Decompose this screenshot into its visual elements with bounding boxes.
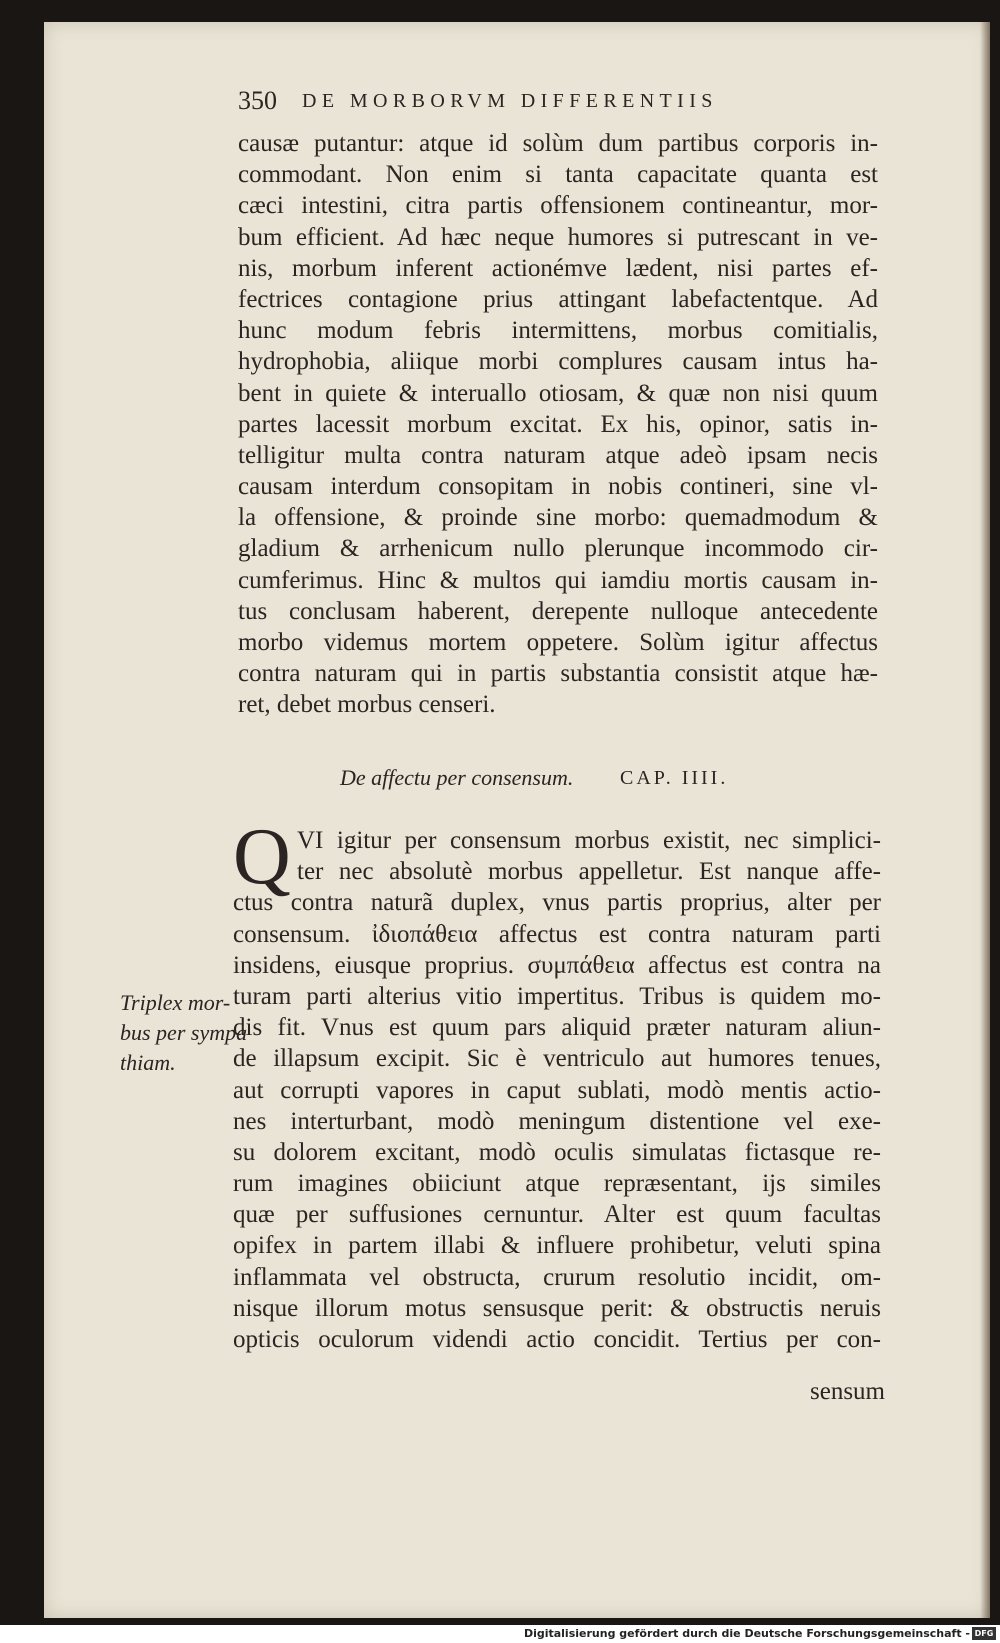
text-line: nisque illorum motus sensusque perit: & obstructis neruis bbox=[233, 1294, 881, 1322]
text-line: la offensione, & proinde sine morbo: quemadmodum & bbox=[238, 504, 878, 532]
catchword: sensum bbox=[810, 1378, 885, 1405]
text-line: nes interturbant, modò meningum distentione vel exe- bbox=[233, 1107, 881, 1135]
text-line: bum efficient. Ad hæc neque humores si putrescant in ve- bbox=[238, 223, 878, 251]
text-line: hydrophobia, aliique morbi complures causam intus ha- bbox=[238, 348, 878, 376]
text-line: VI igitur per consensum morbus existit, nec simplici- bbox=[297, 827, 881, 854]
text-line: nis, morbum inferent actionémve lædent, nisi partes ef- bbox=[238, 254, 878, 282]
running-title: DE MORBORVM DIFFERENTIIS bbox=[302, 90, 718, 112]
text-line: cumferimus. Hinc & multos qui iamdiu mortis causam in- bbox=[238, 566, 878, 594]
dfg-logo-icon: DFG bbox=[972, 1627, 996, 1640]
text-line: ret, debet morbus censeri. bbox=[238, 691, 496, 719]
paragraph-1 bbox=[238, 128, 878, 721]
page-header bbox=[238, 86, 854, 120]
text-line: causæ putantur: atque id solùm dum partibus corporis in- bbox=[238, 130, 878, 157]
text-line: su dolorem excitant, modò oculis simulatas fictasque re- bbox=[233, 1138, 881, 1166]
text-line: opticis oculorum videndi actio concidit. Tertius per con- bbox=[233, 1326, 881, 1353]
chapter-heading bbox=[340, 765, 840, 797]
text-line: fectrices contagione prius attingant labefactentque. Ad bbox=[238, 285, 878, 313]
text-line: quæ per suffusiones cernuntur. Alter est quum facultas bbox=[233, 1201, 881, 1229]
text-line: rum imagines obiiciunt atque repræsentant, ijs similes bbox=[233, 1170, 881, 1198]
text-line: ter nec absolutè morbus appelletur. Est nanque affe- bbox=[297, 858, 881, 886]
text-line: consensum. ἰδιοπάθεια affectus est contra naturam parti bbox=[233, 920, 881, 948]
text-line: inflammata vel obstructa, crurum resolutio incidit, om- bbox=[233, 1263, 881, 1291]
paragraph-2 bbox=[233, 813, 881, 1355]
text-line: gladium & arrhenicum nullo plerunque incommodo cir- bbox=[238, 535, 878, 563]
text-line: turam parti alterius vitio impertitus. Tribus is quidem mo- bbox=[233, 982, 881, 1010]
drop-cap: Q bbox=[233, 813, 291, 901]
text-line: tus conclusam haberent, derepente nulloque antecedente bbox=[238, 597, 878, 625]
marginal-note-line: Triplex mor- bbox=[120, 990, 231, 1015]
text-line: telligitur multa contra naturam atque adeò ipsam necis bbox=[238, 441, 878, 469]
text-line: insidens, eiusque proprius. συμπάθεια affectus est contra na bbox=[233, 951, 881, 979]
marginal-note-line: thiam. bbox=[120, 1050, 176, 1075]
text-line: causam interdum consopitam in nobis contineri, sine vl- bbox=[238, 473, 878, 501]
text-line: aut corrupti vapores in caput sublati, modò mentis actio- bbox=[233, 1076, 881, 1104]
marginal-note-line: bus per sympa bbox=[120, 1020, 248, 1045]
chapter-title: De affectu per consensum. bbox=[340, 765, 574, 790]
chapter-number: CAP. IIII. bbox=[620, 767, 729, 789]
text-line: cæci intestini, citra partis offensionem contineantur, mor- bbox=[238, 192, 878, 220]
digitization-credit: Digitalisierung gefördert durch die Deutsche Forschungsgemeinschaft - bbox=[523, 1627, 970, 1640]
text-line: de illapsum excipit. Sic è ventriculo aut humores tenues, bbox=[233, 1045, 881, 1073]
text-line: bent in quiete & interuallo otiosam, & quæ non nisi quum bbox=[238, 379, 878, 407]
text-line: morbo videmus mortem oppetere. Solùm igitur affectus bbox=[238, 629, 878, 656]
text-line: hunc modum febris intermittens, morbus comitialis, bbox=[238, 317, 878, 345]
marginal-note bbox=[120, 988, 260, 1078]
text-line: partes lacessit morbum excitat. Ex his, opinor, satis in- bbox=[238, 410, 878, 438]
text-line: commodant. Non enim si tanta capacitate quanta est bbox=[238, 161, 878, 189]
text-line: opifex in partem illabi & influere prohibetur, veluti spina bbox=[233, 1232, 881, 1260]
text-line: ctus contra naturã duplex, vnus partis proprius, alter per bbox=[233, 889, 881, 917]
page-edge bbox=[980, 22, 990, 1618]
text-line: contra naturam qui in partis substantia consistit atque hæ- bbox=[238, 660, 878, 688]
page-number: 350 bbox=[238, 86, 277, 115]
text-line: dis fit. Vnus est quum pars aliquid præter naturam aliun- bbox=[233, 1014, 881, 1042]
